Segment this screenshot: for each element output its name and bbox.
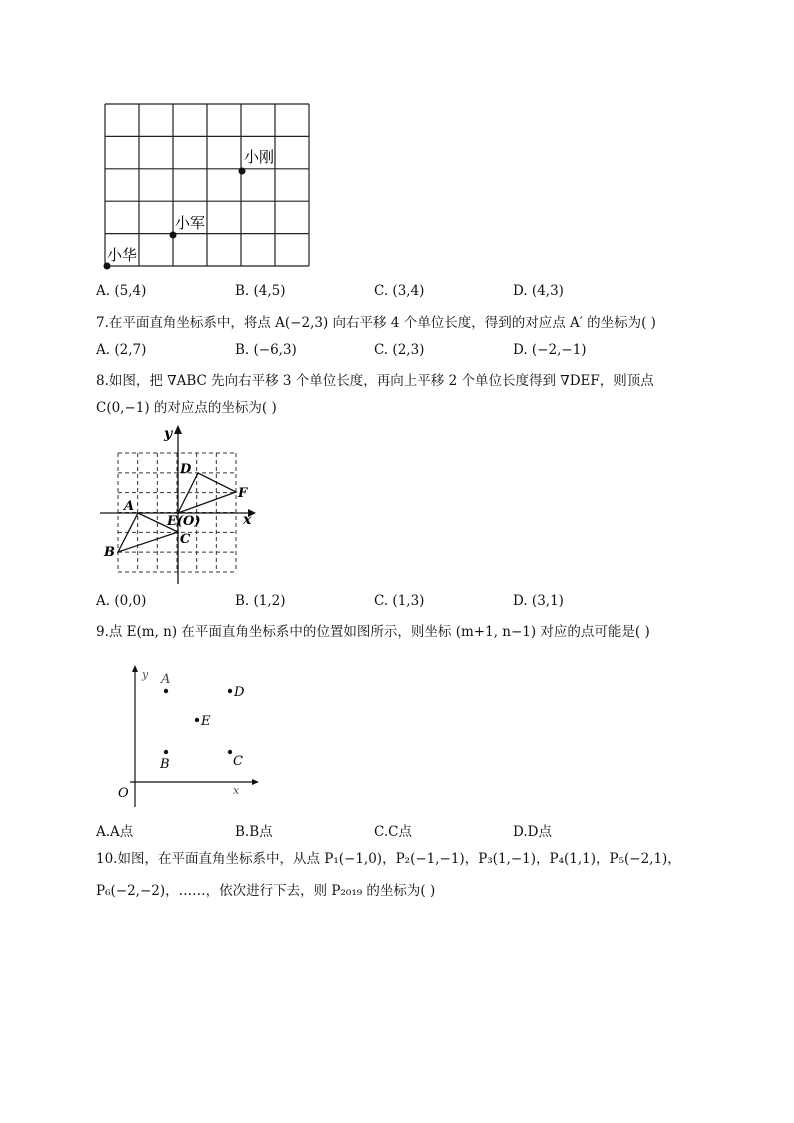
q7-option-d[interactable]: D. (−2,−1) (513, 342, 587, 358)
q9-option-b[interactable]: B.B点 (235, 824, 273, 840)
q9-point-e (195, 718, 199, 722)
q8-label-d: D (180, 462, 192, 477)
q8-label-e-o: E(O) (167, 514, 201, 529)
q8-coordinate-figure (98, 422, 268, 587)
point-xiaogang (239, 168, 246, 175)
q9-option-c[interactable]: C.C点 (374, 824, 412, 840)
q8-options (96, 593, 656, 613)
q9-label-x: x (233, 784, 240, 797)
q7-option-b[interactable]: B. (−6,3) (235, 342, 297, 358)
q8-label-a: A (124, 499, 135, 514)
q9-coordinate-figure (110, 662, 260, 810)
q9-y-arrow (132, 665, 138, 672)
q10-text-line2: P₆(−2,−2)，……，依次进行下去，则 P₂₀₁₉ 的坐标为( ) (96, 883, 436, 899)
q6-options (96, 283, 656, 303)
q8-option-c[interactable]: C. (1,3) (374, 593, 425, 609)
q9-label-a: A (161, 672, 171, 687)
point-xiaojun (170, 232, 177, 239)
q8-label-x: x (243, 512, 252, 528)
q9-label-o: O (118, 786, 129, 801)
q9-label-y: y (142, 668, 149, 681)
q9-point-b (164, 750, 168, 754)
q8-label-f: F (238, 486, 248, 501)
q9-label-d: D (234, 685, 245, 700)
q6-option-c[interactable]: C. (3,4) (374, 283, 425, 299)
q9-x-arrow (252, 779, 259, 785)
q9-label-e: E (201, 714, 211, 729)
q8-y-arrow (174, 425, 182, 434)
q9-point-a (164, 689, 168, 693)
q9-option-d[interactable]: D.D点 (513, 824, 552, 840)
triangle-def (178, 473, 236, 513)
q8-option-b[interactable]: B. (1,2) (235, 593, 286, 609)
label-xiaojun: 小军 (175, 214, 206, 232)
q7-text: 7.在平面直角坐标系中，将点 A(−2,3) 向右平移 4 个单位长度，得到的对应点 A′ 的坐标为( ) (96, 315, 656, 331)
q9-point-c (228, 750, 232, 754)
label-xiaogang: 小刚 (244, 148, 275, 166)
q8-option-d[interactable]: D. (3,1) (513, 593, 564, 609)
q7-option-c[interactable]: C. (2,3) (374, 342, 425, 358)
q6-grid-figure (100, 100, 315, 272)
q6-option-d[interactable]: D. (4,3) (513, 283, 564, 299)
q10-text-line1: 10.如图，在平面直角坐标系中，从点 P₁(−1,0)，P₂(−1,−1)，P₃(1,−1)，P₄(1,1)，P₅(−2,1)， (96, 851, 681, 867)
q8-label-c: C (180, 532, 191, 547)
q8-option-a[interactable]: A. (0,0) (96, 593, 147, 609)
q9-label-b: B (160, 757, 170, 772)
q8-label-y: y (164, 426, 173, 442)
q9-text: 9.点 E(m, n) 在平面直角坐标系中的位置如图所示，则坐标 (m+1, n−1) 对应的点可能是( ) (96, 624, 650, 640)
q9-options (96, 820, 656, 840)
q7-options (96, 342, 656, 362)
label-xiaohua: 小华 (107, 246, 138, 264)
q7-option-a[interactable]: A. (2,7) (96, 342, 147, 358)
q9-label-c: C (233, 754, 243, 769)
q6-option-b[interactable]: B. (4,5) (235, 283, 286, 299)
q8-text-line2: C(0,−1) 的对应点的坐标为( ) (96, 400, 277, 416)
q6-option-a[interactable]: A. (5,4) (96, 283, 147, 299)
q8-label-b: B (104, 545, 115, 560)
q9-point-d (228, 689, 232, 693)
q9-option-a[interactable]: A.A点 (96, 824, 134, 840)
q8-text-line1: 8.如图，把 ∇ABC 先向右平移 3 个单位长度，再向上平移 2 个单位长度得到 ∇DEF，则顶点 (96, 373, 654, 389)
